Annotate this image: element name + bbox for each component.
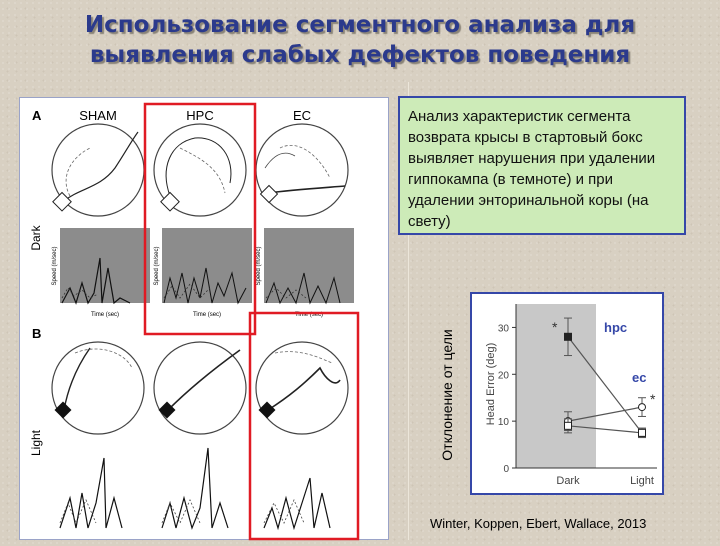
y-tick-label: 10 [497, 417, 509, 429]
column-label-hpc: HPC [186, 108, 214, 123]
arena-sham-light [52, 342, 144, 434]
speed-plot-ec-light [264, 478, 330, 528]
time-axis-label-sham-dark: Time (sec) [90, 312, 120, 318]
data-point [565, 333, 572, 340]
russian-y-axis-label [424, 329, 469, 461]
column-label-ec: EC [292, 108, 312, 123]
data-point [639, 429, 646, 436]
speed-plot-sham-light [60, 458, 122, 528]
panel-a-label: A [32, 108, 42, 123]
hpc-series-label: hpc [604, 320, 628, 335]
data-point [639, 404, 646, 411]
arena-ec-light [256, 342, 348, 434]
speed-plot-hpc-dark [162, 228, 252, 303]
arena-ec-dark [256, 124, 348, 216]
time-axis-label-hpc-dark: Time (sec) [192, 312, 222, 318]
info-text-box: Анализ характеристик сегмента возврата крысы в стартовый бокс выявляет нарушения при удалении гиппокампа (в темноте) и при удалении энторинальной коры (на свету) [398, 96, 686, 235]
y-tick-label: 30 [497, 323, 509, 335]
column-label-sham: SHAM [79, 108, 117, 123]
panel-b-label: B [32, 326, 42, 341]
y-tick-label: 0 [503, 464, 509, 475]
ec-series-label: ec [632, 370, 647, 385]
speed-axis-label-hpc-dark: Speed (m/sec) [154, 246, 160, 286]
arena-hpc-dark [154, 124, 246, 216]
trajectory-figure-svg [20, 98, 390, 541]
hpc-dark-star: * [552, 319, 558, 335]
y-axis-title: Head Error (deg) [485, 342, 497, 426]
arena-sham-dark [52, 124, 144, 216]
data-point [565, 422, 572, 429]
y-tick-label: 20 [497, 370, 509, 382]
speed-plot-ec-dark [264, 228, 354, 303]
x-tick-dark: Dark [556, 475, 580, 487]
head-error-chart-svg [472, 294, 662, 493]
slide-title: Использование сегментного анализа для выявления слабых дефектов поведения [84, 12, 636, 68]
speed-plot-hpc-light [162, 448, 228, 528]
row-label-light: Light [29, 429, 43, 457]
speed-axis-label-sham-dark: Speed (m/sec) [52, 246, 58, 286]
russian-y-axis-text: Отклонение от цели [438, 329, 455, 461]
speed-plot-sham-dark [60, 228, 150, 303]
head-error-chart [470, 292, 664, 495]
speed-axis-label-ec-dark: Speed (m/sec) [256, 246, 262, 286]
row-label-dark: Dark [29, 225, 43, 251]
citation: Winter, Koppen, Ebert, Wallace, 2013 [430, 516, 647, 531]
x-tick-light: Light [630, 475, 654, 487]
arena-hpc-light [154, 342, 246, 434]
time-axis-label-ec-dark: Time (sec) [294, 312, 324, 318]
ec-light-star: * [650, 391, 656, 407]
figure-trajectories [19, 97, 389, 540]
